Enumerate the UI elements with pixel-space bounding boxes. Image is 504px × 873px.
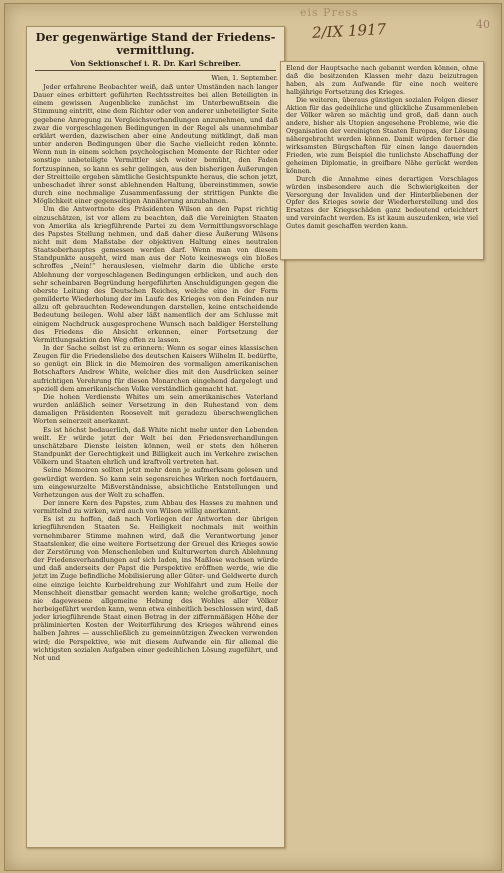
article-author: Von Sektionschef i. R. Dr. Karl Schreiber.: [70, 59, 241, 68]
paragraph: In der Sache selbst ist zu erinnern: Wenn es sogar eines klassischen Zeugen für die Friedensliebe des deutschen Kaisers Wilhelm II. bedürfte, so genügt ein Blick in die Memoiren des vormaligen amerikanischen Botschafters Andrew White, welcher dies mit den Ausdrücken seiner aufrichtigen Verehrung für diesen Monarchen eingehend dargelegt und speziell dem amerikanischen Volke verständlich gemacht hat.: [33, 344, 278, 393]
paragraph: Der innere Kern des Papstes, zum Abbau des Hasses zu mahnen und vermittelnd zu wirken, wird auch von Wilson willig anerkannt.: [33, 498, 278, 516]
paragraph: Die hohen Verdienste Whites um sein amerikanisches Vaterland wurden anläßlich seiner Versetzung in den Ruhestand von dem damaligen Präsidenten Roosevelt mit geradezu überschwenglichen Worten seinerzeit anerkannt.: [33, 392, 278, 426]
press-stamp: eis Press: [300, 6, 359, 19]
newspaper-clipping-main: [26, 26, 285, 848]
paragraph: Elend der Hauptsache nach gebannt werden können, ohne daß die besitzenden Klassen mehr dazu beizutragen haben, als zum Aufwande für eine noch weitere halbjährige Fortsetzung des Krieges.: [286, 65, 478, 96]
paragraph: Die weiteren, überaus günstigen sozialen Folgen dieser Aktion für das gedeihliche und glückliche Zusammenleben der Völker wären so mächtig und groß, daß dann auch andere, bisher als Utopien angesehene Probleme, wie die Organisation der vereinigten Staaten Europas, der Lösung nähergebracht werden können. Damit würden ferner die wirksamsten Bürgschaften für einen lange dauernden Frieden, wie zum Beispiel die tunlichste Abschaffung der geheimen Diplomatie, in greifbare Nähe gerückt werden können.: [286, 96, 478, 175]
paragraph: Seine Memoiren sollten jetzt mehr denn je aufmerksam gelesen und gewürdigt werden. So kann sein segensreiches Wirken noch fortdauern, um eingewurzelte Mißverständnisse, absichtliche Entstellungen und Verhetzungen aus der Welt zu schaffen.: [33, 466, 278, 499]
folio-number: 40: [476, 18, 490, 31]
paragraph: Jeder erfahrene Beobachter weiß, daß unter Umständen nach langer Dauer eines erbittert geführten Rechtsstreites bei allen Beteiligten in einem gewissen Augenblicke zunächst im Unterbewußtsein die Stimmung eintritt, eine dem Richter oder von anderer unbeteiligter Seite gegebene Anregung zu Vergleichsverhandlungen anzunehmen, und daß zwar die vorgeschlagenen Bedingungen in der Regel als unannehmbar erklärt werden, dazwischen aber eine Andeutung mitklingt, daß man unter anderen Bedingungen über die Sache vielleicht reden könnte. Wenn nun in einem solchen psychologischen Momente der Richter oder sonstige unbeteiligte Vermittler sich weiter bemüht, den Faden fortzuspinnen, so kann es sehr gelingen, aus den bisherigen Äußerungen der Streitteile ergeben sämtliche Gesichtspunkte heraus, die schon jetzt, unbeschadet ihrer sonst ablehnenden Haltung, übereinstimmen, sowie durch eine nochmalige Zusammenfassung der strittigen Punkte die Möglichkeit einer gegenseitigen Annäherung anzubahnen.: [33, 83, 278, 206]
continuation-body: [286, 65, 478, 231]
place-date-line: Wien, 1. September.: [211, 74, 278, 82]
title-line-2: vermittlung.: [116, 43, 195, 57]
article-title: [31, 31, 280, 57]
paragraph: Um die Antwortnote des Präsidenten Wilson an den Papst richtig einzuschätzen, ist vor allem zu beachten, daß die Vereinigten Staaten von Amerika als kriegführende Partei zu dem Vermittlungsvorschlage des Papstes Stellung nehmen, und daß daher diese Äußerung Wilsons nicht mit dem Maßstabe der objektiven Haltung eines neutralen Staatsoberhauptes gemessen werden darf. Wenn man von diesem Standpunkte ausgeht, wird man aus der Note keineswegs ein bloßes schroffes „Nein!“ herauslesen, vielmehr darin die übliche erste Ablehnung der vorgeschlagenen Bedingungen erblicken, und auch den sehr scheinbaren Begründung hergeführten Anschuldigungen gegen die oberste Leitung des Deutschen Reiches, welche eine in der Form gemilderte Wiederholung der im Laufe des Krieges von den Feinden nur allzu oft gebrauchten Redewendungen darstellen, keine entscheidende Bedeutung beilegen. Wohl aber läßt namentlich der am Schlusse mit einigem Nachdruck ausgesprochene Wunsch nach baldiger Herstellung des Friedens die Absicht erkennen, einer Fortsetzung der Vermittlungsaktion den Weg offen zu lassen.: [33, 205, 278, 344]
newspaper-clipping-continuation: [280, 61, 484, 260]
paragraph: Durch die Annahme eines derartigen Vorschlages würden insbesondere auch die Schwierigkeiten der Versorgung der Invaliden und der Hinterbliebenen der Opfer des Krieges sowie der Wiederherstellung und des Ersatzes der Kriegsschäden ganz bedeutend erleichtert und vereinfacht werden. Es ist kaum auszudenken, wie viel Gutes damit geschaffen werden kann.: [286, 175, 478, 231]
paragraph: Es ist zu hoffen, daß nach Vorliegen der Antworten der übrigen kriegführenden Staaten Se. Heiligkeit nochmals mit weithin vernehmbarer Stimme mahnen wird, daß die Verantwortung jener Staatslenker, die eine weitere Fortsetzung der Greuel des Krieges sowie der Zerstörung von Menschenleben und Kulturwerten durch Ablehnung der Friedensverhandlungen auf sich laden, ins Maßlose wachsen würde und daß anderseits der Papst die Perspektive eröffnen werde, wie die jetzt im Zuge befindliche Mobilisierung aller Güter- und Geldwerte durch eine einzige leichte Kurbeldrehung zur Wohlfahrt und zum Heile der Menschheit dienstbar gemacht werden kann; welche großartige, noch nie dagewesene allgemeine Hebung des Wohles aller Völker herbeigeführt werden kann, wenn etwa einheitlich beschlossen wird, daß jeder kriegführende Staat einen Betrag in der ziffernmäßigen Höhe der präliminierten Kosten der Weiterführung des Krieges während eines halben Jahres — ausschließlich zu gemeinnützigen Zwecken verwenden wird; die Perspektive, wie mit diesem Aufwande ein für allemal die wichtigsten sozialen Aufgaben einer gedeihlichen Lösung zugeführt, und Not und: [33, 515, 278, 662]
title-line-1: Der gegenwärtige Stand der Friedens-: [35, 30, 276, 44]
paragraph: Es ist höchst bedauerlich, daß White nicht mehr unter den Lebenden weilt. Er würde jetzt der Welt bei den Friedensverhandlungen unschätzbare Dienste leisten können, weil er stets den höheren Standpunkt der Gerechtigkeit und Billigkeit auch im Verkehre zwischen Völkern und Staaten ehrlich und kraftvoll vertreten hat.: [33, 425, 278, 467]
handwritten-date: 2/IX 1917: [311, 20, 387, 42]
article-body: [33, 83, 278, 662]
title-rule: [35, 70, 276, 71]
